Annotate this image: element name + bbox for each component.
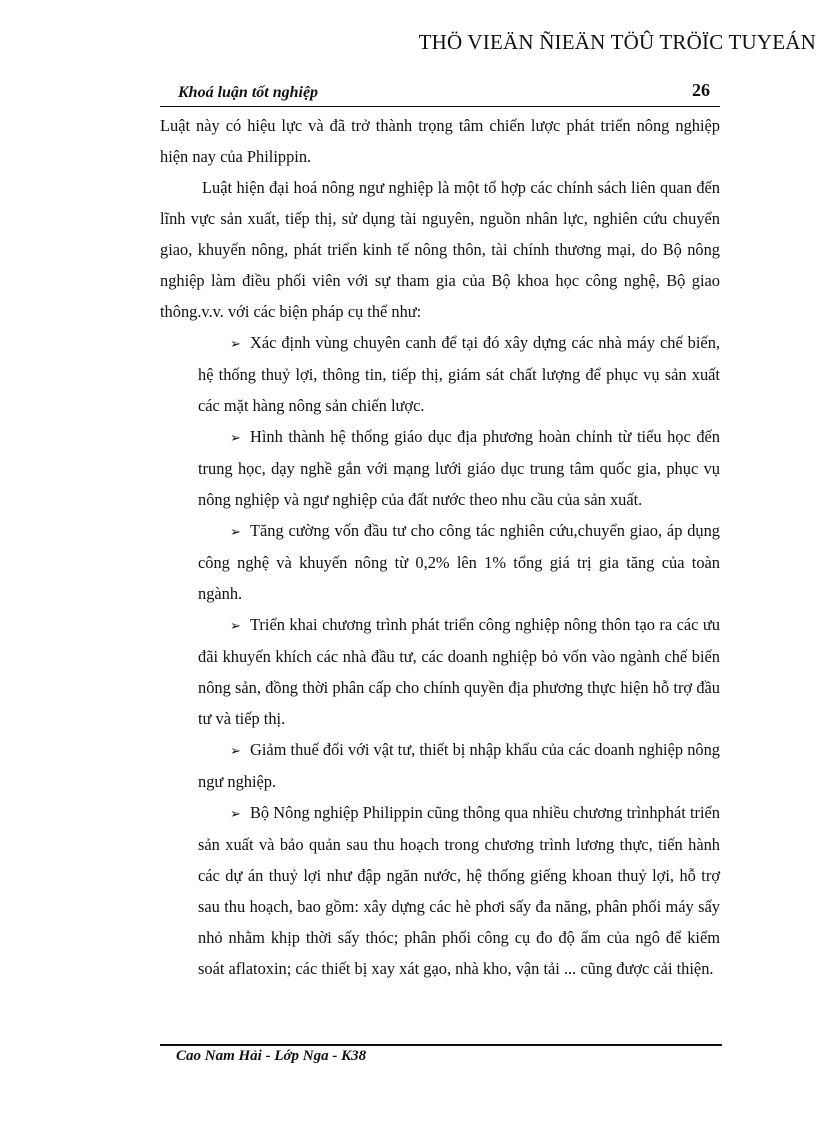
footer-author: Cao Nam Hải - Lớp Nga - K38 [176, 1048, 367, 1064]
page-header [160, 80, 720, 107]
arrow-bullet-icon: ➢ [230, 806, 241, 821]
bullet-text: Xác định vùng chuyên canh để tại đó xây dựng các nhà máy chế biến, hệ thống thuỷ lợi, thông tin, tiếp thị, giám sát chất lượng để phục vụ sản xuất các mặt hàng nông sản chiến lược. [198, 333, 720, 415]
document-body [160, 110, 720, 984]
bullet-item [198, 327, 720, 421]
paragraph: Luật hiện đại hoá nông ngư nghiệp là một tổ hợp các chính sách liên quan đến lĩnh vực sản xuất, tiếp thị, sử dụng tài nguyên, nguồn nhân lực, nghiên cứu chuyển giao, khuyến nông, phát triển kinh tế nông thôn, tài chính thương mại, do Bộ nông nghiệp làm điều phối viên với sự tham gia của Bộ khoa học công nghệ, Bộ giao thông.v.v. với các biện pháp cụ thể như: [160, 178, 720, 321]
bullet-item [198, 734, 720, 797]
paragraph: Luật này có hiệu lực và đã trở thành trọng tâm chiến lược phát triển nông nghiệp hiện nay của Philippin. [160, 116, 720, 166]
bullet-text: Triển khai chương trình phát triển công nghiệp nông thôn tạo ra các ưu đãi khuyến khích các nhà đầu tư, các doanh nghiệp bỏ vốn vào ngành chế biến nông sản, đồng thời phân cấp cho chính quyền địa phương thực hiện hỗ trợ đầu tư và tiếp thị. [198, 615, 720, 728]
bullet-item [198, 609, 720, 734]
arrow-bullet-icon: ➢ [230, 524, 241, 539]
watermark-header: THÖ VIEÄN ÑIEÄN TÖÛ TRÖÏC TUYEÁN [418, 30, 816, 54]
bullet-text: Bộ Nông nghiệp Philippin cũng thông qua nhiều chương trìnhphát triển sản xuất và bảo quản sau thu hoạch trong chương trình lương thực, tiến hành các dự án thuỷ lợi như đập ngăn nước, hệ thống giếng khoan thuỷ lợi, hỗ trợ sau thu hoạch, bao gồm: xây dựng các hè phơi sấy đa năng, phân phối máy sấy nhỏ nhằm khịp thời sấy thóc; phân phối công cụ đo độ ẩm của ngô để kiểm soát aflatoxin; các thiết bị xay xát gạo, nhà kho, vận tải ... cũng được cải thiện. [198, 803, 720, 978]
bullet-text: Giảm thuế đối với vật tư, thiết bị nhập khẩu của các doanh nghiệp nông ngư nghiệp. [198, 740, 720, 791]
arrow-bullet-icon: ➢ [230, 618, 241, 633]
arrow-bullet-icon: ➢ [230, 743, 241, 758]
bullet-text: Tăng cường vốn đầu tư cho công tác nghiên cứu,chuyển giao, áp dụng công nghệ và khuyến nông từ 0,2% lên 1% tổng giá trị gia tăng của toàn ngành. [198, 521, 720, 603]
page-footer [160, 1044, 722, 1064]
page-number: 26 [692, 80, 710, 100]
bullet-item [198, 421, 720, 515]
bullet-text: Hình thành hệ thống giáo dục địa phương hoàn chỉnh từ tiểu học đến trung học, dạy nghề gắn với mạng lưới giáo dục trung tâm quốc gia, phục vụ nông nghiệp và ngư nghiệp của đất nước theo nhu cầu của sản xuất. [198, 427, 720, 509]
document-title: Khoá luận tốt nghiệp [178, 84, 319, 101]
arrow-bullet-icon: ➢ [230, 430, 241, 445]
bullet-item [198, 515, 720, 609]
arrow-bullet-icon: ➢ [230, 336, 241, 351]
bullet-item [198, 797, 720, 984]
